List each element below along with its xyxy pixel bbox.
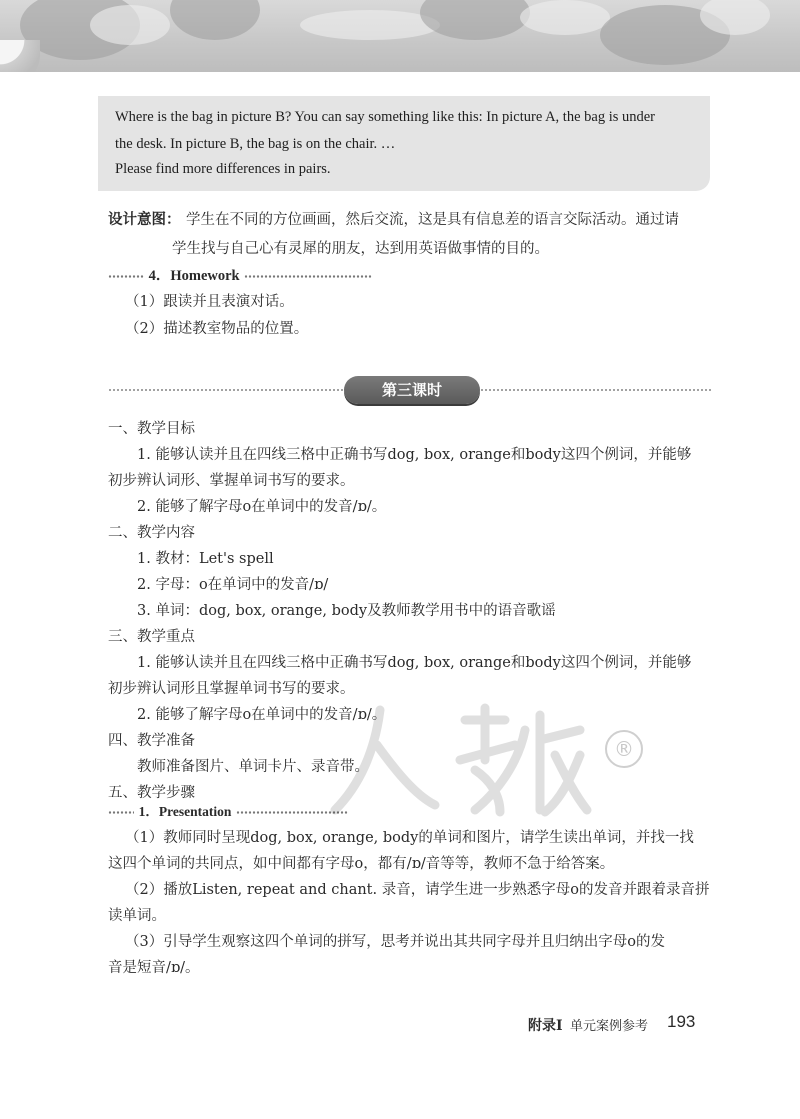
- objective-1-line-1: 1. 能够认读并且在四线三格中正确书写dog, box, orange和body这四个例词，并能够: [137, 447, 692, 463]
- homework-heading: 4．Homework: [148, 268, 240, 284]
- presentation-step-2-line-1: （2）播放Listen, repeat and chant. 录音，请学生进一步熟悉字母o的发音并跟着录音拼: [125, 882, 710, 898]
- lesson-title-badge: 第三课时: [344, 376, 480, 404]
- presentation-step-2-line-2: 读单词。: [108, 908, 166, 924]
- activity-instruction-box: [98, 96, 710, 191]
- instruction-line-3: Please find more differences in pairs.: [115, 161, 331, 177]
- key-points-heading: 三、教学重点: [108, 629, 195, 645]
- lesson-divider-left: [108, 388, 344, 392]
- presentation-step-1-line-2: 这四个单词的共同点，如中间都有字母o，都有/ɒ/音等等，教师不急于给答案。: [108, 856, 615, 872]
- dotted-leader: [108, 810, 134, 815]
- objective-2: 2. 能够了解字母o在单词中的发音/ɒ/。: [137, 499, 387, 515]
- page-number: 193: [667, 1012, 696, 1031]
- preparation-heading: 四、教学准备: [108, 733, 195, 749]
- footer-section-title: 单元案例参考: [570, 1019, 649, 1034]
- homework-heading-row: [108, 264, 372, 285]
- instruction-line-2: the desk. In picture B, the bag is on the chair. …: [115, 136, 396, 152]
- lesson-divider-right: [480, 388, 712, 392]
- steps-heading: 五、教学步骤: [108, 785, 195, 801]
- content-item-2: 2. 字母：o在单词中的发音/ɒ/: [137, 577, 329, 593]
- key-point-1-line-1: 1. 能够认读并且在四线三格中正确书写dog, box, orange和body这四个例词，并能够: [137, 655, 692, 671]
- objectives-heading: 一、教学目标: [108, 421, 195, 437]
- registered-trademark-mark: ®: [605, 730, 643, 768]
- key-point-1-line-2: 初步辨认词形且掌握单词书写的要求。: [108, 681, 355, 697]
- presentation-heading: 1．Presentation: [138, 804, 232, 819]
- objective-1-line-2: 初步辨认词形、掌握单词书写的要求。: [108, 473, 355, 489]
- design-intent-line-2: 学生找与自己心有灵犀的朋友，达到用英语做事情的目的。: [172, 241, 549, 257]
- presentation-step-3-line-2: 音是短音/ɒ/。: [108, 960, 200, 976]
- page-header-banner: [0, 0, 800, 72]
- publisher-watermark: [325, 700, 595, 820]
- homework-item-2: （2）描述教室物品的位置。: [125, 321, 309, 337]
- footer-appendix-label: 附录I: [528, 1018, 563, 1034]
- preparation-text: 教师准备图片、单词卡片、录音带。: [137, 759, 369, 775]
- instruction-line-1: Where is the bag in picture B? You can say something like this: In picture A, the bag is under: [115, 109, 656, 125]
- page-curl-decoration: [0, 40, 40, 72]
- homework-item-1: （1）跟读并且表演对话。: [125, 294, 294, 310]
- content-heading: 二、教学内容: [108, 525, 195, 541]
- content-item-1: 1. 教材：Let's spell: [137, 551, 274, 567]
- content-item-3: 3. 单词：dog, box, orange, body及教师教学用书中的语音歌谣: [137, 603, 556, 619]
- dotted-leader: [244, 274, 372, 279]
- presentation-heading-row: [108, 800, 348, 820]
- key-point-2: 2. 能够了解字母o在单词中的发音/ɒ/。: [137, 707, 387, 723]
- presentation-step-3-line-1: （3）引导学生观察这四个单词的拼写，思考并说出其共同字母并且归纳出字母o的发: [125, 934, 665, 950]
- design-intent-label: 设计意图：: [108, 211, 181, 228]
- design-intent-line-1: 学生在不同的方位画画，然后交流，这是具有信息差的语言交际活动。通过请: [186, 212, 679, 228]
- dotted-leader: [108, 274, 144, 279]
- presentation-step-1-line-1: （1）教师同时呈现dog, box, orange, body的单词和图片，请学生读出单词，并找一找: [125, 830, 694, 846]
